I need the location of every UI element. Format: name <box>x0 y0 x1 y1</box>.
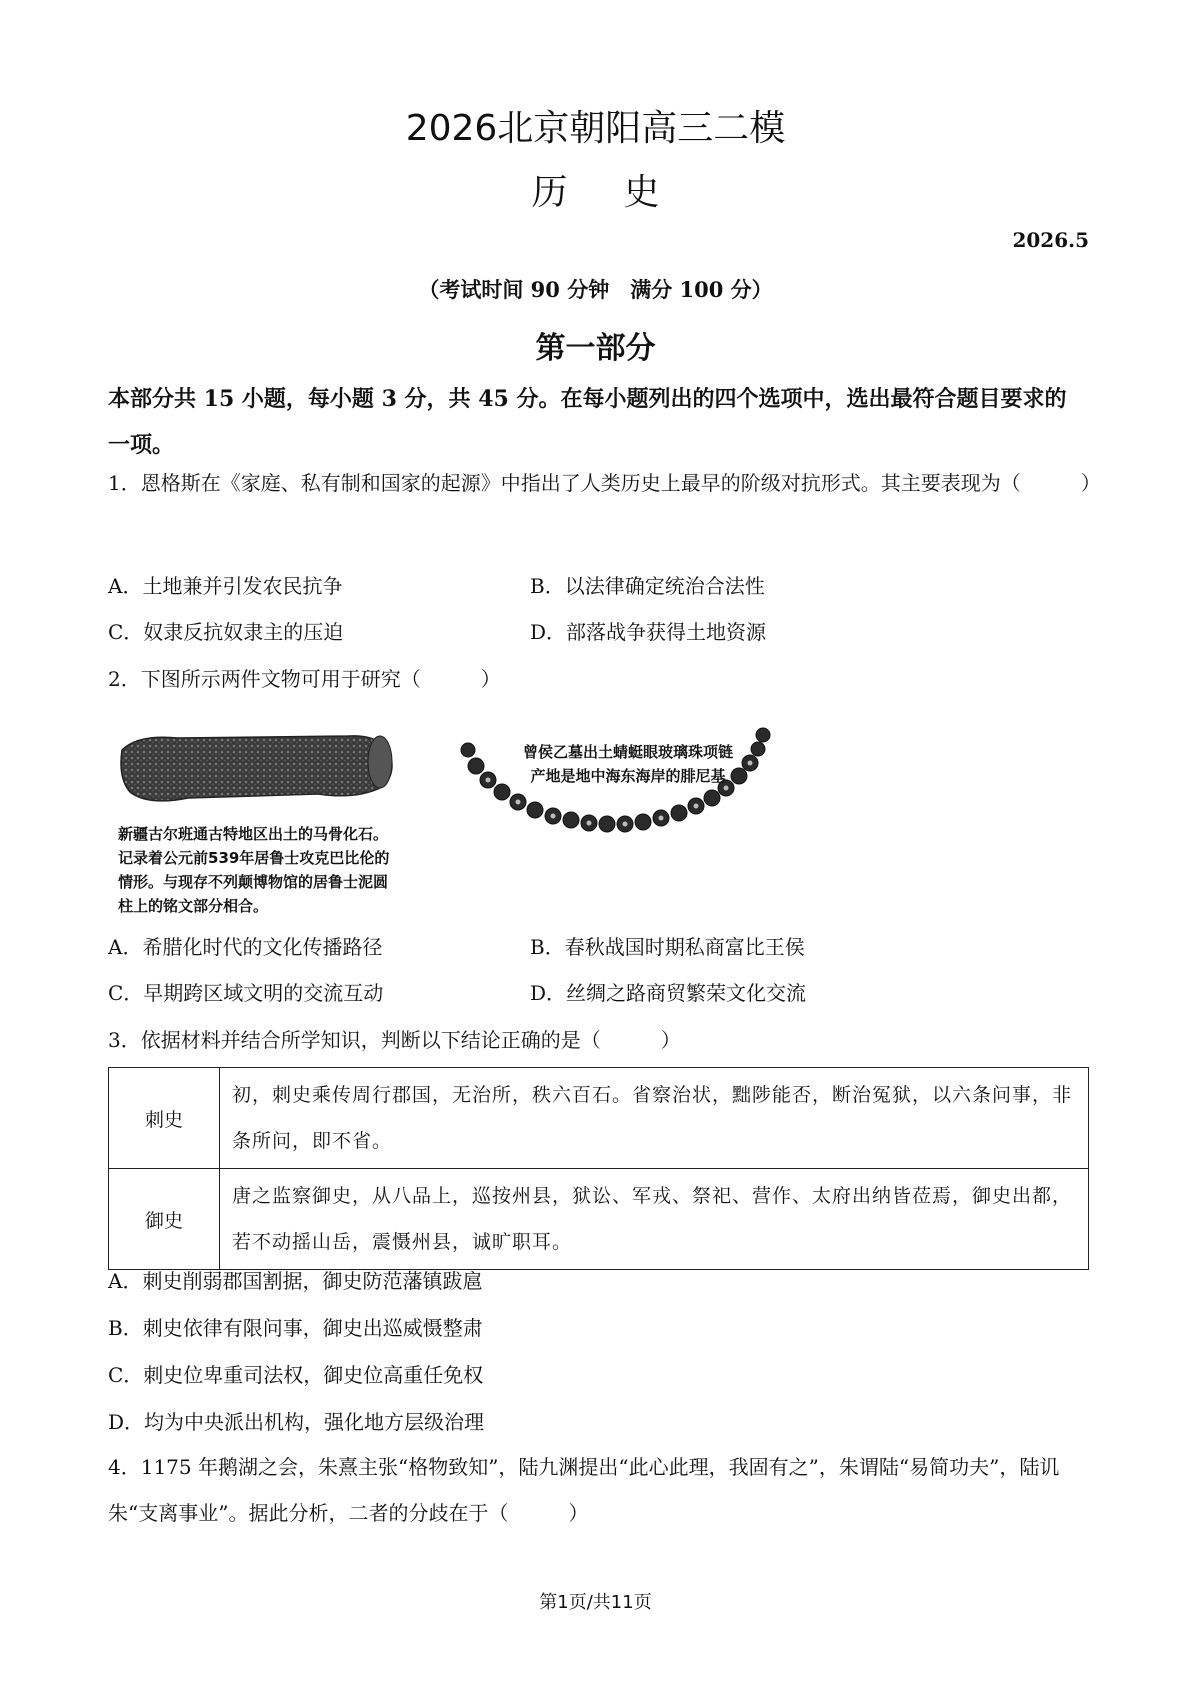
question-3-stem: 3．依据材料并结合所学知识，判断以下结论正确的是（ ） <box>108 1028 681 1052</box>
question-4-stem: 4．1175 年鹅湖之会，朱熹主张“格物致知”，陆九渊提出“此心此理，我固有之”，朱谓陆“易简功夫”，陆讥朱“支离事业”。据此分析，二者的分歧在于（ ） <box>108 1455 1060 1525</box>
question-1-option-b: B．以法律确定统治合法性 <box>530 574 765 598</box>
exam-date: 2026.5 <box>1012 228 1089 252</box>
question-3-option-b: B．刺史依律有限问事，御史出巡威慑整肃 <box>108 1316 483 1340</box>
question-3-option-a: A．刺史削弱郡国割据，御史防范藩镇跋扈 <box>108 1269 483 1293</box>
question-3-option-d: D．均为中央派出机构，强化地方层级治理 <box>108 1410 485 1434</box>
question-1-option-a: A．土地兼并引发农民抗争 <box>108 574 343 598</box>
question-2-option-b: B．春秋战国时期私商富比王侯 <box>530 935 805 959</box>
question-3-option-c: C．刺史位卑重司法权，御史位高重任免权 <box>108 1363 484 1387</box>
figure-bead-necklace <box>458 718 788 848</box>
question-3-material-table <box>108 1067 1089 1270</box>
material-label-yushi: 御史 <box>109 1169 220 1270</box>
question-1-option-d: D．部落战争获得土地资源 <box>530 620 767 644</box>
exam-info: （考试时间 90 分钟 满分 100 分） <box>418 277 773 302</box>
question-2-option-c: C．早期跨区域文明的交流互动 <box>108 981 384 1005</box>
question-2-option-d: D．丝绸之路商贸繁荣文化交流 <box>530 981 807 1005</box>
question-1-stem: 1．恩格斯在《家庭、私有制和国家的起源》中指出了人类历史上最早的阶级对抗形式。其主要表现为（ ） <box>108 471 1101 495</box>
table-row <box>109 1068 1089 1169</box>
horse-bone-caption: 新疆古尔班通古特地区出土的马骨化石。记录着公元前539年居鲁士攻克巴比伦的情形。与现存不列颠博物馆的居鲁士泥圆柱上的铭文部分相合。 <box>118 825 390 915</box>
question-1-option-c: C．奴隶反抗奴隶主的压迫 <box>108 620 344 644</box>
question-2-option-a: A．希腊化时代的文化传播路径 <box>108 935 383 959</box>
part-title: 第一部分 <box>535 331 656 366</box>
material-text-cishi: 初，刺史乘传周行郡国，无治所，秩六百石。省察治状，黜陟能否，断治冤狱，以六条问事，非条所问，即不省。 <box>220 1068 1089 1169</box>
bead-necklace-caption: 曾侯乙墓出土蜻蜓眼玻璃珠项链产地是地中海东海岸的腓尼基 <box>522 743 733 785</box>
material-label-cishi: 刺史 <box>109 1068 220 1169</box>
material-text-yushi: 唐之监察御史，从八品上，巡按州县，狱讼、军戎、祭祀、营作、太府出纳皆莅焉，御史出都，若不动摇山岳，震慑州县，诚旷职耳。 <box>220 1169 1089 1270</box>
horse-bone-fossil-image <box>118 720 398 810</box>
exam-title: 2026北京朝阳高三二模 <box>405 108 786 149</box>
figure-horse-bone <box>118 720 398 915</box>
subject-title: 历史 <box>531 172 716 213</box>
question-2-stem: 2．下图所示两件文物可用于研究（ ） <box>108 667 501 691</box>
table-row <box>109 1169 1089 1270</box>
part-instructions: 本部分共 15 小题，每小题 3 分，共 45 分。在每小题列出的四个选项中，选出最符合题目要求的一项。 <box>108 386 1067 458</box>
page-number: 第1页/共11页 <box>539 1592 652 1613</box>
